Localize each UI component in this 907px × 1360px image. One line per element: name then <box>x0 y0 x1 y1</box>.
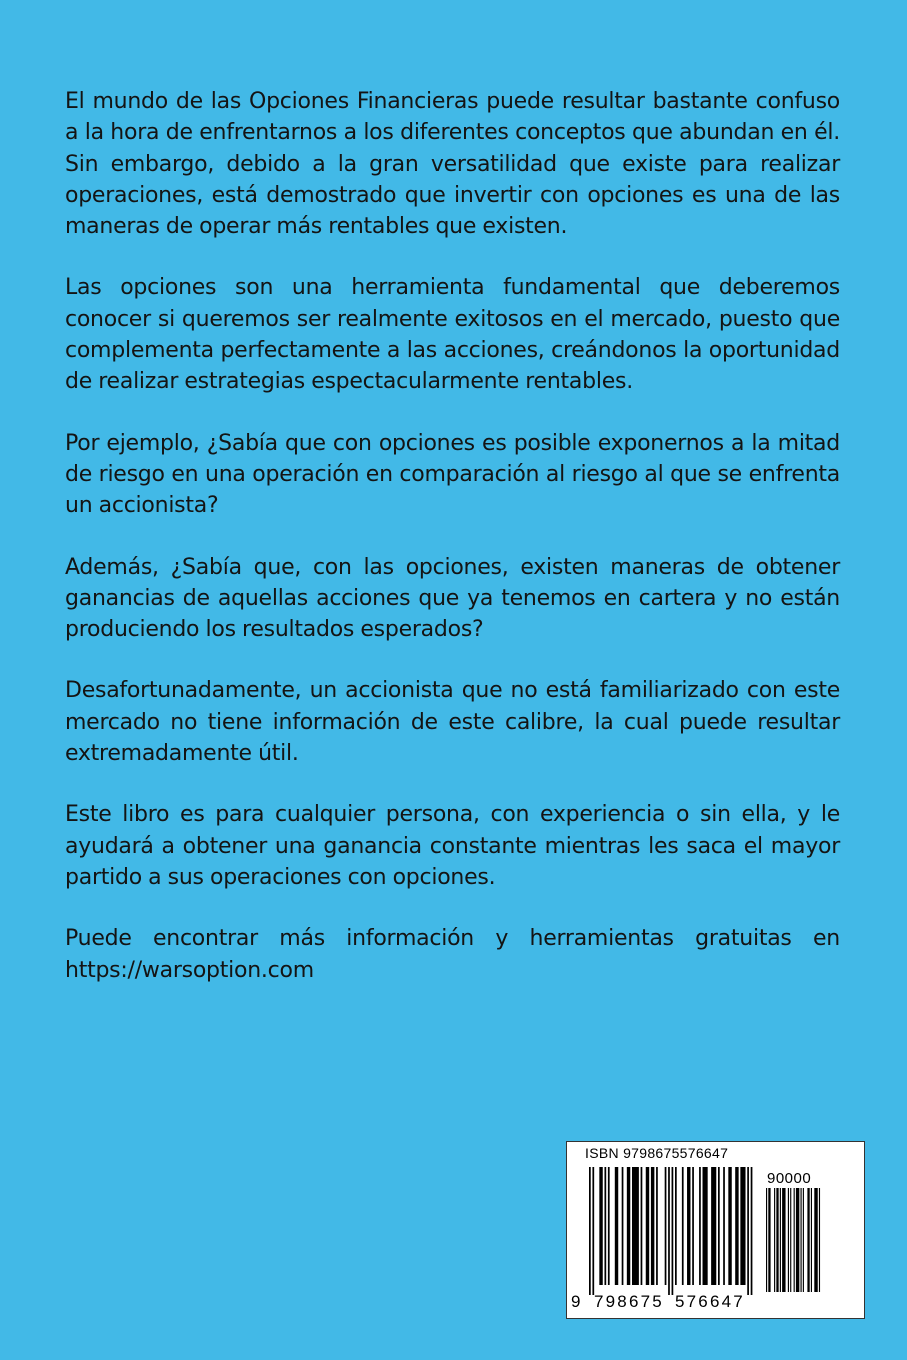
barcode-bar <box>632 1167 639 1285</box>
barcode-bar <box>592 1167 594 1295</box>
barcode-bar <box>651 1167 654 1285</box>
barcode-bar <box>747 1167 749 1295</box>
barcode-bar <box>801 1188 802 1292</box>
barcode-bar <box>814 1188 817 1292</box>
barcode-bar <box>819 1188 820 1292</box>
barcode-bar <box>728 1167 731 1285</box>
barcode-bar <box>807 1188 809 1292</box>
barcode-bar <box>692 1167 694 1285</box>
barcode-bar <box>646 1167 649 1285</box>
barcode-bar <box>766 1188 767 1292</box>
barcode-bar <box>682 1167 684 1285</box>
barcode-bar <box>782 1188 785 1292</box>
paragraph-unfamiliar: Desafortunadamente, un accionista que no está familiarizado con este mercado no tiene información de este calibre, la cual puede resultar extremadamente útil. <box>65 678 840 767</box>
barcode-bar <box>790 1188 791 1292</box>
barcode-bar <box>768 1188 770 1292</box>
barcode-bar <box>672 1167 674 1295</box>
barcode-bar <box>735 1167 738 1285</box>
isbn-barcode <box>566 1141 865 1319</box>
barcode-addon-code: 90000 <box>767 1170 812 1187</box>
barcode-bar <box>776 1188 778 1292</box>
barcode-bar <box>774 1188 775 1292</box>
paragraph-intro: El mundo de las Opciones Financieras puede resultar bastante confuso a la hora de enfrentarnos a los diferentes conceptos que abundan en él. Sin embargo, debido a la gran versatilidad que existe para realizar operaciones, está demostrado que invertir con opciones es una de las maneras de operar más rentables que existen. <box>65 89 840 240</box>
barcode-bar <box>699 1167 701 1285</box>
barcode-bar <box>788 1188 789 1292</box>
barcode-bar <box>740 1167 745 1285</box>
barcode-bar <box>615 1167 618 1285</box>
barcode-bar <box>589 1167 591 1295</box>
isbn-digits <box>571 1292 757 1314</box>
isbn-digits-left: 798675 <box>594 1292 664 1311</box>
barcode-bar <box>641 1167 643 1285</box>
barcode-bar <box>627 1167 630 1285</box>
barcode-bar <box>718 1167 720 1285</box>
paragraph-tools: Las opciones son una herramienta fundamental que deberemos conocer si queremos ser realmente exitosos en el mercado, puesto que complementa perfectamente a las acciones, creándonos la oportunidad de realizar estrategias espectacularmente rentables. <box>65 275 840 395</box>
barcode-bar <box>668 1167 670 1295</box>
paragraph-example-gains: Además, ¿Sabía que, con las opciones, existen maneras de obtener ganancias de aquellas acciones que ya tenemos en cartera y no están produciendo los resultados esperados? <box>65 554 840 643</box>
barcode-bar <box>794 1188 795 1292</box>
barcode-bar <box>796 1188 799 1292</box>
paragraph-audience: Este libro es para cualquier persona, con experiencia o sin ella, y le ayudará a obtener una ganancia constante mientras les saca el mayor partido a sus operaciones con opciones. <box>65 802 840 890</box>
barcode-bar <box>780 1188 781 1292</box>
barcode-bar <box>803 1188 804 1292</box>
barcode-bar <box>608 1167 610 1285</box>
barcode-bar <box>622 1167 624 1285</box>
barcode-bar <box>751 1167 753 1295</box>
barcode-bar <box>599 1167 602 1285</box>
barcode-bar <box>703 1167 708 1285</box>
main-barcode-bars <box>589 1167 755 1297</box>
barcode-bar <box>811 1188 812 1292</box>
addon-barcode-bars <box>766 1188 822 1292</box>
paragraph-more-info: Puede encontrar más información y herramientas gratuitas en https://warsoption.com <box>65 926 840 983</box>
barcode-bar <box>723 1167 725 1285</box>
barcode-bar <box>656 1167 658 1285</box>
isbn-digits-right: 576647 <box>675 1292 745 1311</box>
barcode-bar <box>665 1167 667 1285</box>
barcode-bar <box>687 1167 690 1285</box>
paragraph-example-risk: Por ejemplo, ¿Sabía que con opciones es posible exponernos a la mitad de riesgo en una operación en comparación al riesgo al que se enfrenta un accionista? <box>65 430 840 519</box>
back-cover-text <box>65 86 840 1016</box>
barcode-bar <box>604 1167 606 1285</box>
barcode-bar <box>675 1167 677 1285</box>
isbn-label: ISBN 9798675576647 <box>585 1145 729 1161</box>
isbn-digit-first: 9 <box>571 1292 581 1311</box>
barcode-bar <box>711 1167 716 1285</box>
